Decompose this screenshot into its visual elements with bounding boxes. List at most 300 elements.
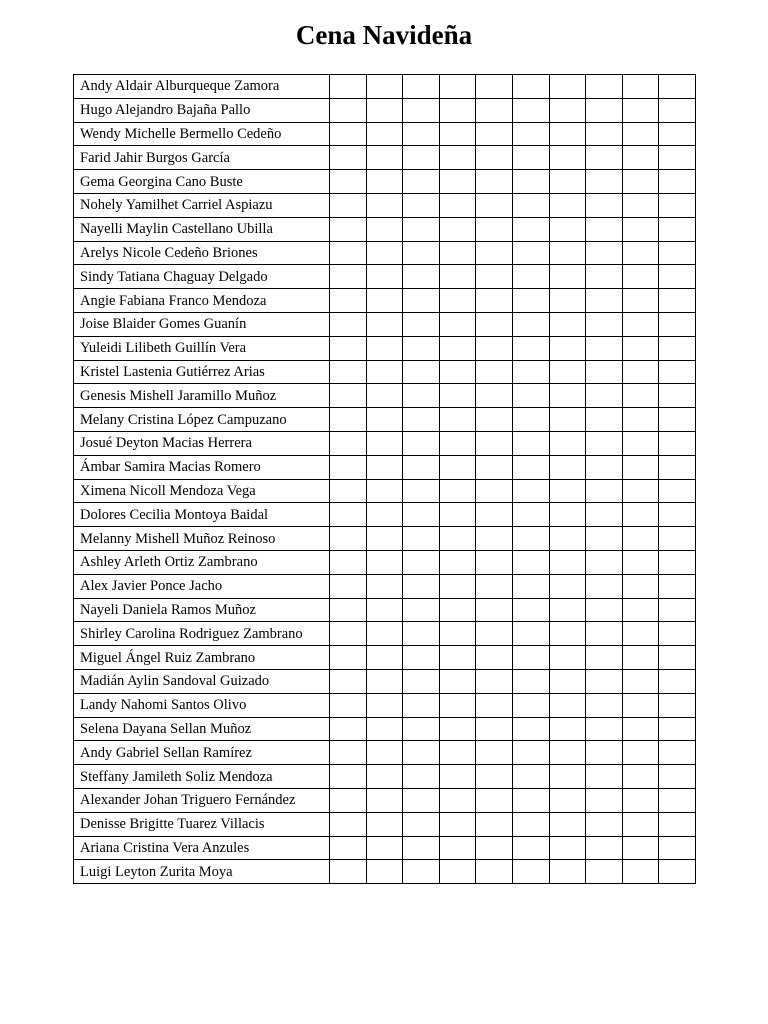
attendance-check-cell[interactable] xyxy=(366,836,403,860)
attendance-check-cell[interactable] xyxy=(586,741,623,765)
attendance-check-cell[interactable] xyxy=(439,455,476,479)
attendance-check-cell[interactable] xyxy=(366,98,403,122)
attendance-check-cell[interactable] xyxy=(586,170,623,194)
attendance-check-cell[interactable] xyxy=(439,693,476,717)
attendance-check-cell[interactable] xyxy=(549,241,586,265)
attendance-check-cell[interactable] xyxy=(476,289,513,313)
attendance-check-cell[interactable] xyxy=(403,289,440,313)
attendance-check-cell[interactable] xyxy=(439,574,476,598)
attendance-check-cell[interactable] xyxy=(366,455,403,479)
attendance-check-cell[interactable] xyxy=(403,122,440,146)
attendance-check-cell[interactable] xyxy=(549,717,586,741)
attendance-check-cell[interactable] xyxy=(586,384,623,408)
attendance-check-cell[interactable] xyxy=(512,193,549,217)
attendance-check-cell[interactable] xyxy=(512,503,549,527)
attendance-check-cell[interactable] xyxy=(403,431,440,455)
attendance-check-cell[interactable] xyxy=(439,503,476,527)
attendance-check-cell[interactable] xyxy=(659,574,696,598)
attendance-check-cell[interactable] xyxy=(476,646,513,670)
attendance-check-cell[interactable] xyxy=(439,217,476,241)
attendance-check-cell[interactable] xyxy=(330,122,367,146)
attendance-check-cell[interactable] xyxy=(512,479,549,503)
attendance-check-cell[interactable] xyxy=(366,527,403,551)
attendance-check-cell[interactable] xyxy=(586,503,623,527)
attendance-check-cell[interactable] xyxy=(439,550,476,574)
attendance-check-cell[interactable] xyxy=(622,289,659,313)
attendance-check-cell[interactable] xyxy=(476,479,513,503)
attendance-check-cell[interactable] xyxy=(512,431,549,455)
attendance-check-cell[interactable] xyxy=(659,146,696,170)
attendance-check-cell[interactable] xyxy=(659,622,696,646)
attendance-check-cell[interactable] xyxy=(366,312,403,336)
attendance-check-cell[interactable] xyxy=(366,598,403,622)
attendance-check-cell[interactable] xyxy=(403,217,440,241)
attendance-check-cell[interactable] xyxy=(476,622,513,646)
attendance-check-cell[interactable] xyxy=(330,360,367,384)
attendance-check-cell[interactable] xyxy=(476,336,513,360)
attendance-check-cell[interactable] xyxy=(659,193,696,217)
attendance-check-cell[interactable] xyxy=(512,598,549,622)
attendance-check-cell[interactable] xyxy=(622,693,659,717)
attendance-check-cell[interactable] xyxy=(439,193,476,217)
attendance-check-cell[interactable] xyxy=(439,360,476,384)
attendance-check-cell[interactable] xyxy=(512,812,549,836)
attendance-check-cell[interactable] xyxy=(439,289,476,313)
attendance-check-cell[interactable] xyxy=(330,217,367,241)
attendance-check-cell[interactable] xyxy=(622,408,659,432)
attendance-check-cell[interactable] xyxy=(476,431,513,455)
attendance-check-cell[interactable] xyxy=(403,193,440,217)
attendance-check-cell[interactable] xyxy=(330,622,367,646)
attendance-check-cell[interactable] xyxy=(659,241,696,265)
attendance-check-cell[interactable] xyxy=(512,860,549,884)
attendance-check-cell[interactable] xyxy=(549,289,586,313)
attendance-check-cell[interactable] xyxy=(366,669,403,693)
attendance-check-cell[interactable] xyxy=(622,646,659,670)
attendance-check-cell[interactable] xyxy=(330,241,367,265)
attendance-check-cell[interactable] xyxy=(366,693,403,717)
attendance-check-cell[interactable] xyxy=(476,503,513,527)
attendance-check-cell[interactable] xyxy=(439,717,476,741)
attendance-check-cell[interactable] xyxy=(403,75,440,99)
attendance-check-cell[interactable] xyxy=(659,312,696,336)
attendance-check-cell[interactable] xyxy=(512,574,549,598)
attendance-check-cell[interactable] xyxy=(330,836,367,860)
attendance-check-cell[interactable] xyxy=(403,693,440,717)
attendance-check-cell[interactable] xyxy=(586,193,623,217)
attendance-check-cell[interactable] xyxy=(549,431,586,455)
attendance-check-cell[interactable] xyxy=(659,360,696,384)
attendance-check-cell[interactable] xyxy=(403,669,440,693)
attendance-check-cell[interactable] xyxy=(622,241,659,265)
attendance-check-cell[interactable] xyxy=(549,408,586,432)
attendance-check-cell[interactable] xyxy=(549,598,586,622)
attendance-check-cell[interactable] xyxy=(366,336,403,360)
attendance-check-cell[interactable] xyxy=(549,860,586,884)
attendance-check-cell[interactable] xyxy=(512,408,549,432)
attendance-check-cell[interactable] xyxy=(439,98,476,122)
attendance-check-cell[interactable] xyxy=(330,646,367,670)
attendance-check-cell[interactable] xyxy=(622,598,659,622)
attendance-check-cell[interactable] xyxy=(586,336,623,360)
attendance-check-cell[interactable] xyxy=(512,146,549,170)
attendance-check-cell[interactable] xyxy=(476,741,513,765)
attendance-check-cell[interactable] xyxy=(476,265,513,289)
attendance-check-cell[interactable] xyxy=(512,98,549,122)
attendance-check-cell[interactable] xyxy=(403,765,440,789)
attendance-check-cell[interactable] xyxy=(512,312,549,336)
attendance-check-cell[interactable] xyxy=(439,527,476,551)
attendance-check-cell[interactable] xyxy=(366,431,403,455)
attendance-check-cell[interactable] xyxy=(659,836,696,860)
attendance-check-cell[interactable] xyxy=(403,741,440,765)
attendance-check-cell[interactable] xyxy=(659,455,696,479)
attendance-check-cell[interactable] xyxy=(439,431,476,455)
attendance-check-cell[interactable] xyxy=(439,646,476,670)
attendance-check-cell[interactable] xyxy=(586,265,623,289)
attendance-check-cell[interactable] xyxy=(549,146,586,170)
attendance-check-cell[interactable] xyxy=(439,860,476,884)
attendance-check-cell[interactable] xyxy=(330,812,367,836)
attendance-check-cell[interactable] xyxy=(586,836,623,860)
attendance-check-cell[interactable] xyxy=(366,265,403,289)
attendance-check-cell[interactable] xyxy=(330,479,367,503)
attendance-check-cell[interactable] xyxy=(586,289,623,313)
attendance-check-cell[interactable] xyxy=(549,98,586,122)
attendance-check-cell[interactable] xyxy=(366,146,403,170)
attendance-check-cell[interactable] xyxy=(622,860,659,884)
attendance-check-cell[interactable] xyxy=(659,289,696,313)
attendance-check-cell[interactable] xyxy=(366,550,403,574)
attendance-check-cell[interactable] xyxy=(439,312,476,336)
attendance-check-cell[interactable] xyxy=(586,622,623,646)
attendance-check-cell[interactable] xyxy=(366,75,403,99)
attendance-check-cell[interactable] xyxy=(476,193,513,217)
attendance-check-cell[interactable] xyxy=(622,98,659,122)
attendance-check-cell[interactable] xyxy=(476,527,513,551)
attendance-check-cell[interactable] xyxy=(476,408,513,432)
attendance-check-cell[interactable] xyxy=(549,455,586,479)
attendance-check-cell[interactable] xyxy=(512,741,549,765)
attendance-check-cell[interactable] xyxy=(622,360,659,384)
attendance-check-cell[interactable] xyxy=(549,75,586,99)
attendance-check-cell[interactable] xyxy=(659,217,696,241)
attendance-check-cell[interactable] xyxy=(512,384,549,408)
attendance-check-cell[interactable] xyxy=(403,812,440,836)
attendance-check-cell[interactable] xyxy=(512,336,549,360)
attendance-check-cell[interactable] xyxy=(330,312,367,336)
attendance-check-cell[interactable] xyxy=(330,431,367,455)
attendance-check-cell[interactable] xyxy=(659,646,696,670)
attendance-check-cell[interactable] xyxy=(549,527,586,551)
attendance-check-cell[interactable] xyxy=(512,265,549,289)
attendance-check-cell[interactable] xyxy=(586,812,623,836)
attendance-check-cell[interactable] xyxy=(403,503,440,527)
attendance-check-cell[interactable] xyxy=(549,812,586,836)
attendance-check-cell[interactable] xyxy=(476,717,513,741)
attendance-check-cell[interactable] xyxy=(659,431,696,455)
attendance-check-cell[interactable] xyxy=(659,717,696,741)
attendance-check-cell[interactable] xyxy=(659,75,696,99)
attendance-check-cell[interactable] xyxy=(659,669,696,693)
attendance-check-cell[interactable] xyxy=(586,408,623,432)
attendance-check-cell[interactable] xyxy=(330,860,367,884)
attendance-check-cell[interactable] xyxy=(330,170,367,194)
attendance-check-cell[interactable] xyxy=(659,98,696,122)
attendance-check-cell[interactable] xyxy=(476,360,513,384)
attendance-check-cell[interactable] xyxy=(476,765,513,789)
attendance-check-cell[interactable] xyxy=(659,503,696,527)
attendance-check-cell[interactable] xyxy=(549,479,586,503)
attendance-check-cell[interactable] xyxy=(622,122,659,146)
attendance-check-cell[interactable] xyxy=(586,98,623,122)
attendance-check-cell[interactable] xyxy=(622,312,659,336)
attendance-check-cell[interactable] xyxy=(439,75,476,99)
attendance-check-cell[interactable] xyxy=(403,360,440,384)
attendance-check-cell[interactable] xyxy=(366,122,403,146)
attendance-check-cell[interactable] xyxy=(512,622,549,646)
attendance-check-cell[interactable] xyxy=(476,98,513,122)
attendance-check-cell[interactable] xyxy=(366,289,403,313)
attendance-check-cell[interactable] xyxy=(439,265,476,289)
attendance-check-cell[interactable] xyxy=(622,265,659,289)
attendance-check-cell[interactable] xyxy=(439,598,476,622)
attendance-check-cell[interactable] xyxy=(622,574,659,598)
attendance-check-cell[interactable] xyxy=(476,455,513,479)
attendance-check-cell[interactable] xyxy=(549,574,586,598)
attendance-check-cell[interactable] xyxy=(549,217,586,241)
attendance-check-cell[interactable] xyxy=(549,265,586,289)
attendance-check-cell[interactable] xyxy=(659,860,696,884)
attendance-check-cell[interactable] xyxy=(622,669,659,693)
attendance-check-cell[interactable] xyxy=(403,574,440,598)
attendance-check-cell[interactable] xyxy=(512,455,549,479)
attendance-check-cell[interactable] xyxy=(659,336,696,360)
attendance-check-cell[interactable] xyxy=(586,669,623,693)
attendance-check-cell[interactable] xyxy=(366,360,403,384)
attendance-check-cell[interactable] xyxy=(366,574,403,598)
attendance-check-cell[interactable] xyxy=(403,836,440,860)
attendance-check-cell[interactable] xyxy=(586,860,623,884)
attendance-check-cell[interactable] xyxy=(439,836,476,860)
attendance-check-cell[interactable] xyxy=(622,836,659,860)
attendance-check-cell[interactable] xyxy=(512,75,549,99)
attendance-check-cell[interactable] xyxy=(439,122,476,146)
attendance-check-cell[interactable] xyxy=(622,217,659,241)
attendance-check-cell[interactable] xyxy=(330,146,367,170)
attendance-check-cell[interactable] xyxy=(622,812,659,836)
attendance-check-cell[interactable] xyxy=(403,860,440,884)
attendance-check-cell[interactable] xyxy=(330,75,367,99)
attendance-check-cell[interactable] xyxy=(622,455,659,479)
attendance-check-cell[interactable] xyxy=(366,765,403,789)
attendance-check-cell[interactable] xyxy=(622,717,659,741)
attendance-check-cell[interactable] xyxy=(659,384,696,408)
attendance-check-cell[interactable] xyxy=(476,574,513,598)
attendance-check-cell[interactable] xyxy=(330,788,367,812)
attendance-check-cell[interactable] xyxy=(403,646,440,670)
attendance-check-cell[interactable] xyxy=(659,741,696,765)
attendance-check-cell[interactable] xyxy=(586,75,623,99)
attendance-check-cell[interactable] xyxy=(476,860,513,884)
attendance-check-cell[interactable] xyxy=(330,669,367,693)
attendance-check-cell[interactable] xyxy=(476,312,513,336)
attendance-check-cell[interactable] xyxy=(586,788,623,812)
attendance-check-cell[interactable] xyxy=(476,836,513,860)
attendance-check-cell[interactable] xyxy=(622,75,659,99)
attendance-check-cell[interactable] xyxy=(622,527,659,551)
attendance-check-cell[interactable] xyxy=(512,669,549,693)
attendance-check-cell[interactable] xyxy=(403,336,440,360)
attendance-check-cell[interactable] xyxy=(549,170,586,194)
attendance-check-cell[interactable] xyxy=(403,384,440,408)
attendance-check-cell[interactable] xyxy=(549,550,586,574)
attendance-check-cell[interactable] xyxy=(439,741,476,765)
attendance-check-cell[interactable] xyxy=(586,146,623,170)
attendance-check-cell[interactable] xyxy=(366,217,403,241)
attendance-check-cell[interactable] xyxy=(622,336,659,360)
attendance-check-cell[interactable] xyxy=(366,860,403,884)
attendance-check-cell[interactable] xyxy=(549,669,586,693)
attendance-check-cell[interactable] xyxy=(403,312,440,336)
attendance-check-cell[interactable] xyxy=(586,431,623,455)
attendance-check-cell[interactable] xyxy=(439,788,476,812)
attendance-check-cell[interactable] xyxy=(330,765,367,789)
attendance-check-cell[interactable] xyxy=(549,360,586,384)
attendance-check-cell[interactable] xyxy=(330,193,367,217)
attendance-check-cell[interactable] xyxy=(512,693,549,717)
attendance-check-cell[interactable] xyxy=(659,265,696,289)
attendance-check-cell[interactable] xyxy=(476,122,513,146)
attendance-check-cell[interactable] xyxy=(512,241,549,265)
attendance-check-cell[interactable] xyxy=(586,241,623,265)
attendance-check-cell[interactable] xyxy=(403,241,440,265)
attendance-check-cell[interactable] xyxy=(439,241,476,265)
attendance-check-cell[interactable] xyxy=(366,717,403,741)
attendance-check-cell[interactable] xyxy=(366,193,403,217)
attendance-check-cell[interactable] xyxy=(512,550,549,574)
attendance-check-cell[interactable] xyxy=(403,527,440,551)
attendance-check-cell[interactable] xyxy=(439,408,476,432)
attendance-check-cell[interactable] xyxy=(586,550,623,574)
attendance-check-cell[interactable] xyxy=(476,75,513,99)
attendance-check-cell[interactable] xyxy=(586,360,623,384)
attendance-check-cell[interactable] xyxy=(659,408,696,432)
attendance-check-cell[interactable] xyxy=(366,408,403,432)
attendance-check-cell[interactable] xyxy=(366,170,403,194)
attendance-check-cell[interactable] xyxy=(622,479,659,503)
attendance-check-cell[interactable] xyxy=(549,788,586,812)
attendance-check-cell[interactable] xyxy=(512,527,549,551)
attendance-check-cell[interactable] xyxy=(439,669,476,693)
attendance-check-cell[interactable] xyxy=(659,122,696,146)
attendance-check-cell[interactable] xyxy=(366,741,403,765)
attendance-check-cell[interactable] xyxy=(366,622,403,646)
attendance-check-cell[interactable] xyxy=(622,146,659,170)
attendance-check-cell[interactable] xyxy=(586,455,623,479)
attendance-check-cell[interactable] xyxy=(586,717,623,741)
attendance-check-cell[interactable] xyxy=(366,812,403,836)
attendance-check-cell[interactable] xyxy=(586,217,623,241)
attendance-check-cell[interactable] xyxy=(512,217,549,241)
attendance-check-cell[interactable] xyxy=(549,503,586,527)
attendance-check-cell[interactable] xyxy=(549,312,586,336)
attendance-check-cell[interactable] xyxy=(512,765,549,789)
attendance-check-cell[interactable] xyxy=(622,550,659,574)
attendance-check-cell[interactable] xyxy=(366,788,403,812)
attendance-check-cell[interactable] xyxy=(549,741,586,765)
attendance-check-cell[interactable] xyxy=(659,550,696,574)
attendance-check-cell[interactable] xyxy=(330,550,367,574)
attendance-check-cell[interactable] xyxy=(476,812,513,836)
attendance-check-cell[interactable] xyxy=(403,170,440,194)
attendance-check-cell[interactable] xyxy=(549,693,586,717)
attendance-check-cell[interactable] xyxy=(659,527,696,551)
attendance-check-cell[interactable] xyxy=(330,527,367,551)
attendance-check-cell[interactable] xyxy=(330,574,367,598)
attendance-check-cell[interactable] xyxy=(330,336,367,360)
attendance-check-cell[interactable] xyxy=(330,741,367,765)
attendance-check-cell[interactable] xyxy=(586,693,623,717)
attendance-check-cell[interactable] xyxy=(366,479,403,503)
attendance-check-cell[interactable] xyxy=(403,788,440,812)
attendance-check-cell[interactable] xyxy=(586,122,623,146)
attendance-check-cell[interactable] xyxy=(439,384,476,408)
attendance-check-cell[interactable] xyxy=(330,693,367,717)
attendance-check-cell[interactable] xyxy=(439,479,476,503)
attendance-check-cell[interactable] xyxy=(659,479,696,503)
attendance-check-cell[interactable] xyxy=(512,717,549,741)
attendance-check-cell[interactable] xyxy=(512,836,549,860)
attendance-check-cell[interactable] xyxy=(512,122,549,146)
attendance-check-cell[interactable] xyxy=(622,622,659,646)
attendance-check-cell[interactable] xyxy=(366,503,403,527)
attendance-check-cell[interactable] xyxy=(549,384,586,408)
attendance-check-cell[interactable] xyxy=(586,479,623,503)
attendance-check-cell[interactable] xyxy=(622,741,659,765)
attendance-check-cell[interactable] xyxy=(622,170,659,194)
attendance-check-cell[interactable] xyxy=(549,622,586,646)
attendance-check-cell[interactable] xyxy=(439,146,476,170)
attendance-check-cell[interactable] xyxy=(439,812,476,836)
attendance-check-cell[interactable] xyxy=(476,788,513,812)
attendance-check-cell[interactable] xyxy=(659,788,696,812)
attendance-check-cell[interactable] xyxy=(476,384,513,408)
attendance-check-cell[interactable] xyxy=(622,384,659,408)
attendance-check-cell[interactable] xyxy=(403,479,440,503)
attendance-check-cell[interactable] xyxy=(586,312,623,336)
attendance-check-cell[interactable] xyxy=(330,408,367,432)
attendance-check-cell[interactable] xyxy=(403,408,440,432)
attendance-check-cell[interactable] xyxy=(586,646,623,670)
attendance-check-cell[interactable] xyxy=(403,717,440,741)
attendance-check-cell[interactable] xyxy=(439,622,476,646)
attendance-check-cell[interactable] xyxy=(549,646,586,670)
attendance-check-cell[interactable] xyxy=(512,788,549,812)
attendance-check-cell[interactable] xyxy=(659,170,696,194)
attendance-check-cell[interactable] xyxy=(476,217,513,241)
attendance-check-cell[interactable] xyxy=(549,122,586,146)
attendance-check-cell[interactable] xyxy=(659,812,696,836)
attendance-check-cell[interactable] xyxy=(476,170,513,194)
attendance-check-cell[interactable] xyxy=(330,598,367,622)
attendance-check-cell[interactable] xyxy=(403,98,440,122)
attendance-check-cell[interactable] xyxy=(659,693,696,717)
attendance-check-cell[interactable] xyxy=(330,98,367,122)
attendance-check-cell[interactable] xyxy=(622,431,659,455)
attendance-check-cell[interactable] xyxy=(439,336,476,360)
attendance-check-cell[interactable] xyxy=(586,574,623,598)
